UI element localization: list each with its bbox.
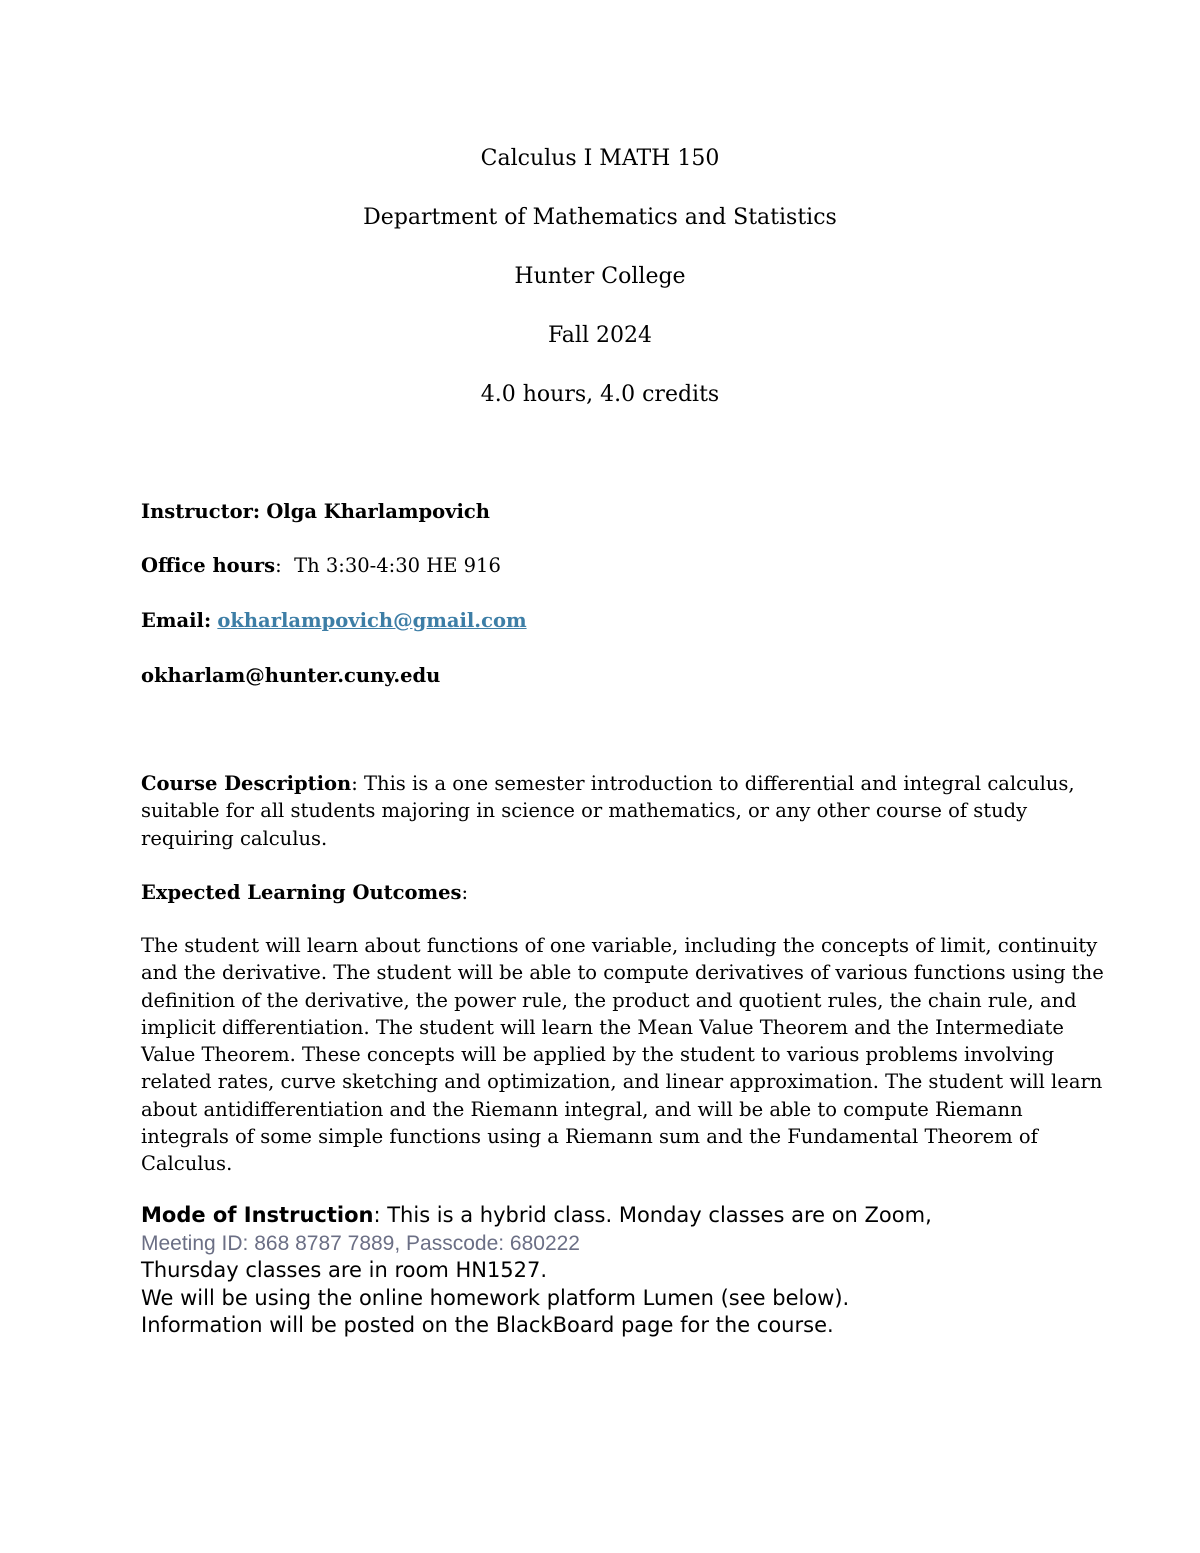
instructor-label: Instructor:	[141, 500, 261, 523]
office-hours-sep: :	[275, 554, 282, 577]
term: Fall 2024	[548, 323, 652, 348]
mode-line: Information will be posted on the BlackBoard page for the course.	[141, 1313, 834, 1337]
learning-outcomes-line: integrals of some simple functions using a Riemann sum and the Fundamental Theorem of	[141, 1125, 1038, 1149]
course-title: Calculus I MATH 150	[480, 146, 720, 171]
learning-outcomes-line: Calculus.	[141, 1152, 233, 1176]
instructor-name: Olga Kharlampovich	[266, 500, 490, 523]
course-description-label: Course Description	[141, 772, 352, 795]
email-line	[141, 607, 1061, 634]
learning-outcomes-line: related rates, curve sketching and optimization, and linear approximation. The student will learn	[141, 1070, 1103, 1094]
learning-outcomes-label: Expected Learning Outcomes	[141, 881, 462, 904]
learning-outcomes-line: and the derivative. The student will be able to compute derivatives of various functions using the	[141, 961, 1104, 985]
email-primary-link[interactable]: okharlampovich@gmail.com	[217, 609, 527, 632]
email-secondary: okharlam@hunter.cuny.edu	[141, 664, 441, 687]
office-hours-value: Th 3:30-4:30 HE 916	[294, 554, 501, 577]
learning-outcomes-heading	[141, 879, 1061, 906]
learning-outcomes-line: about antidifferentiation and the Riemann integral, and will be able to compute Riemann	[141, 1097, 1023, 1121]
course-description	[141, 770, 1075, 852]
learning-outcomes-line: Value Theorem. These concepts will be applied by the student to various problems involving	[141, 1043, 1055, 1067]
course-description-line-2: suitable for all students majoring in science or mathematics, or any other course of study	[141, 799, 1028, 823]
course-description-line-1: Course Description: This is a one semester introduction to differential and integral calculus,	[141, 772, 1075, 795]
mode-label: Mode of Instruction	[141, 1203, 374, 1227]
office-hours-label: Office hours	[141, 554, 276, 577]
instructor-line	[141, 498, 1061, 525]
department-name: Department of Mathematics and Statistics	[363, 205, 837, 230]
hours-credits: 4.0 hours, 4.0 credits	[480, 382, 720, 407]
zoom-meeting-info: Meeting ID: 868 8787 7889, Passcode: 680222	[141, 1231, 580, 1255]
mode-line: We will be using the online homework platform Lumen (see below).	[141, 1285, 850, 1310]
learning-outcomes-body	[141, 932, 1104, 1178]
course-description-line-3: requiring calculus.	[141, 826, 328, 850]
learning-outcomes-line: The student will learn about functions of one variable, including the concepts of limit, continuity	[141, 934, 1098, 957]
email-secondary-line	[141, 662, 1061, 689]
mode-of-instruction	[141, 1202, 1061, 1340]
office-hours-line	[141, 552, 1061, 579]
mode-line: Thursday classes are in room HN1527.	[141, 1258, 548, 1282]
college-name: Hunter College	[514, 264, 686, 289]
learning-outcomes-colon: :	[461, 881, 469, 904]
email-label: Email:	[141, 609, 212, 632]
mode-intro-line: Mode of Instruction: This is a hybrid class. Monday classes are on Zoom,	[141, 1203, 932, 1227]
learning-outcomes-line: definition of the derivative, the power rule, the product and quotient rules, the chain rule, and	[141, 988, 1077, 1012]
learning-outcomes-line: implicit differentiation. The student will learn the Mean Value Theorem and the Intermediate	[141, 1015, 1064, 1039]
